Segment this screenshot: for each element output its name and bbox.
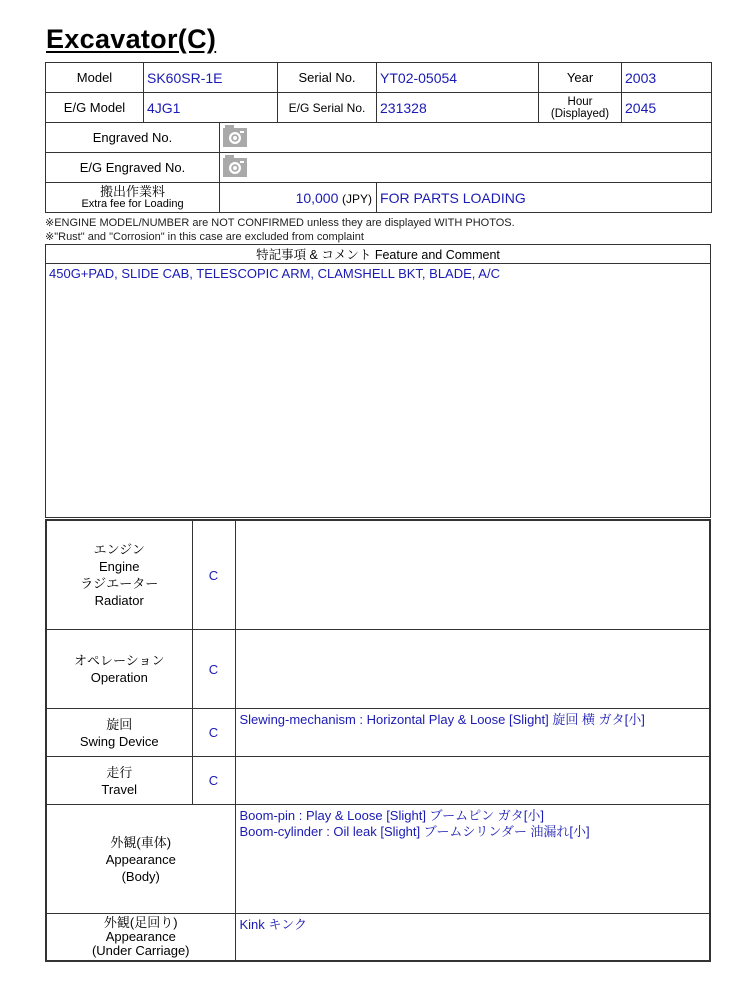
- hour-label-line2: (Displayed): [550, 107, 610, 120]
- note-engine: ※ENGINE MODEL/NUMBER are NOT CONFIRMED unless they are displayed WITH PHOTOS.: [45, 217, 515, 229]
- body-comment-line: Boom-pin : Play & Loose [Slight] ブームピン ガタ[小]: [239, 808, 544, 823]
- engraved-value: [220, 123, 712, 153]
- body-label: [46, 805, 235, 914]
- page-title: Excavator(C): [46, 24, 217, 54]
- year-value: 2003: [622, 63, 712, 93]
- operation-label-jp: オペレーション: [74, 653, 165, 668]
- feature-body: [46, 264, 711, 518]
- travel-label: [46, 757, 192, 805]
- row-appearance-undercarriage: [46, 914, 710, 962]
- operation-label: [46, 630, 192, 709]
- model-label: Model: [46, 63, 144, 93]
- undercarriage-comment: [235, 914, 710, 962]
- swing-comment-line: Slewing-mechanism : Horizontal Play & Loose [Slight] 旋回 横 ガタ[小]: [239, 712, 645, 727]
- undercarriage-label-jp: 外観(足回り): [103, 915, 178, 930]
- fee-label-jp: 搬出作業料: [99, 183, 165, 199]
- fee-label-en: Extra fee for Loading: [81, 197, 184, 210]
- eg-serial-value: 231328: [377, 93, 539, 123]
- eg-model-value: 4JG1: [144, 93, 278, 123]
- fee-amount: 10,000: [295, 189, 339, 206]
- eg-model-label: E/G Model: [46, 93, 144, 123]
- operation-grade: C: [192, 630, 235, 709]
- operation-comment: [235, 630, 710, 709]
- serial-label: Serial No.: [278, 63, 377, 93]
- radiator-label-en: Radiator: [94, 593, 144, 608]
- camera-icon[interactable]: [222, 123, 248, 152]
- undercarriage-label-sub: (Under Carriage): [91, 943, 190, 958]
- undercarriage-label: [46, 914, 235, 962]
- disclaimer-notes: [45, 216, 515, 244]
- hour-value: 2045: [622, 93, 712, 123]
- eg-engraved-value: [220, 153, 712, 183]
- hour-label: [539, 93, 622, 123]
- body-label-en: Appearance: [105, 851, 176, 867]
- fee-unit: (JPY): [342, 191, 373, 206]
- eg-serial-label: E/G Serial No.: [278, 93, 377, 123]
- row-travel: [46, 757, 710, 805]
- swing-label: [46, 709, 192, 757]
- model-value: SK60SR-1E: [144, 63, 278, 93]
- operation-label-en: Operation: [90, 670, 148, 685]
- year-label: Year: [539, 63, 622, 93]
- hour-label-line1: Hour: [567, 95, 593, 108]
- feature-table: [45, 244, 711, 518]
- travel-comment: [235, 757, 710, 805]
- swing-label-jp: 旋回: [106, 716, 133, 732]
- engine-label: [46, 520, 192, 630]
- eg-engraved-label: E/G Engraved No.: [46, 153, 220, 183]
- serial-value: YT02-05054: [377, 63, 539, 93]
- row-appearance-body: [46, 805, 710, 914]
- engraved-label: Engraved No.: [46, 123, 220, 153]
- row-swing: [46, 709, 710, 757]
- swing-label-en: Swing Device: [79, 733, 159, 749]
- row-operation: [46, 630, 710, 709]
- swing-grade: C: [192, 709, 235, 757]
- row-engine: [46, 520, 710, 630]
- fee-label: [46, 183, 220, 213]
- camera-icon[interactable]: [222, 153, 248, 182]
- radiator-label-jp: ラジエーター: [80, 576, 159, 591]
- feature-text: 450G+PAD, SLIDE CAB, TELESCOPIC ARM, CLAMSHELL BKT, BLADE, A/C: [49, 266, 500, 281]
- body-comment: [235, 805, 710, 914]
- body-label-jp: 外観(車体): [110, 834, 172, 850]
- body-comment-line: Boom-cylinder : Oil leak [Slight] ブームシリンダー 油漏れ[小]: [239, 824, 590, 839]
- fee-amount-cell: [220, 183, 377, 213]
- swing-comment: [235, 709, 710, 757]
- note-rust: ※"Rust" and "Corrosion" in this case are excluded from complaint: [45, 231, 364, 243]
- travel-label-en: Travel: [101, 781, 138, 797]
- engine-grade: C: [192, 520, 235, 630]
- engine-label-jp: エンジン: [93, 542, 145, 557]
- inspection-table: [45, 519, 711, 962]
- travel-grade: C: [192, 757, 235, 805]
- undercarriage-label-en: Appearance: [105, 929, 176, 944]
- engine-comment: [235, 520, 710, 630]
- engine-label-en: Engine: [99, 559, 140, 574]
- undercarriage-comment-line: Kink キンク: [239, 917, 308, 932]
- body-label-sub: (Body): [121, 868, 160, 884]
- info-table: [45, 62, 712, 213]
- travel-label-jp: 走行: [106, 764, 133, 780]
- feature-header: 特記事項 & コメント Feature and Comment: [46, 245, 711, 264]
- fee-note: FOR PARTS LOADING: [377, 183, 712, 213]
